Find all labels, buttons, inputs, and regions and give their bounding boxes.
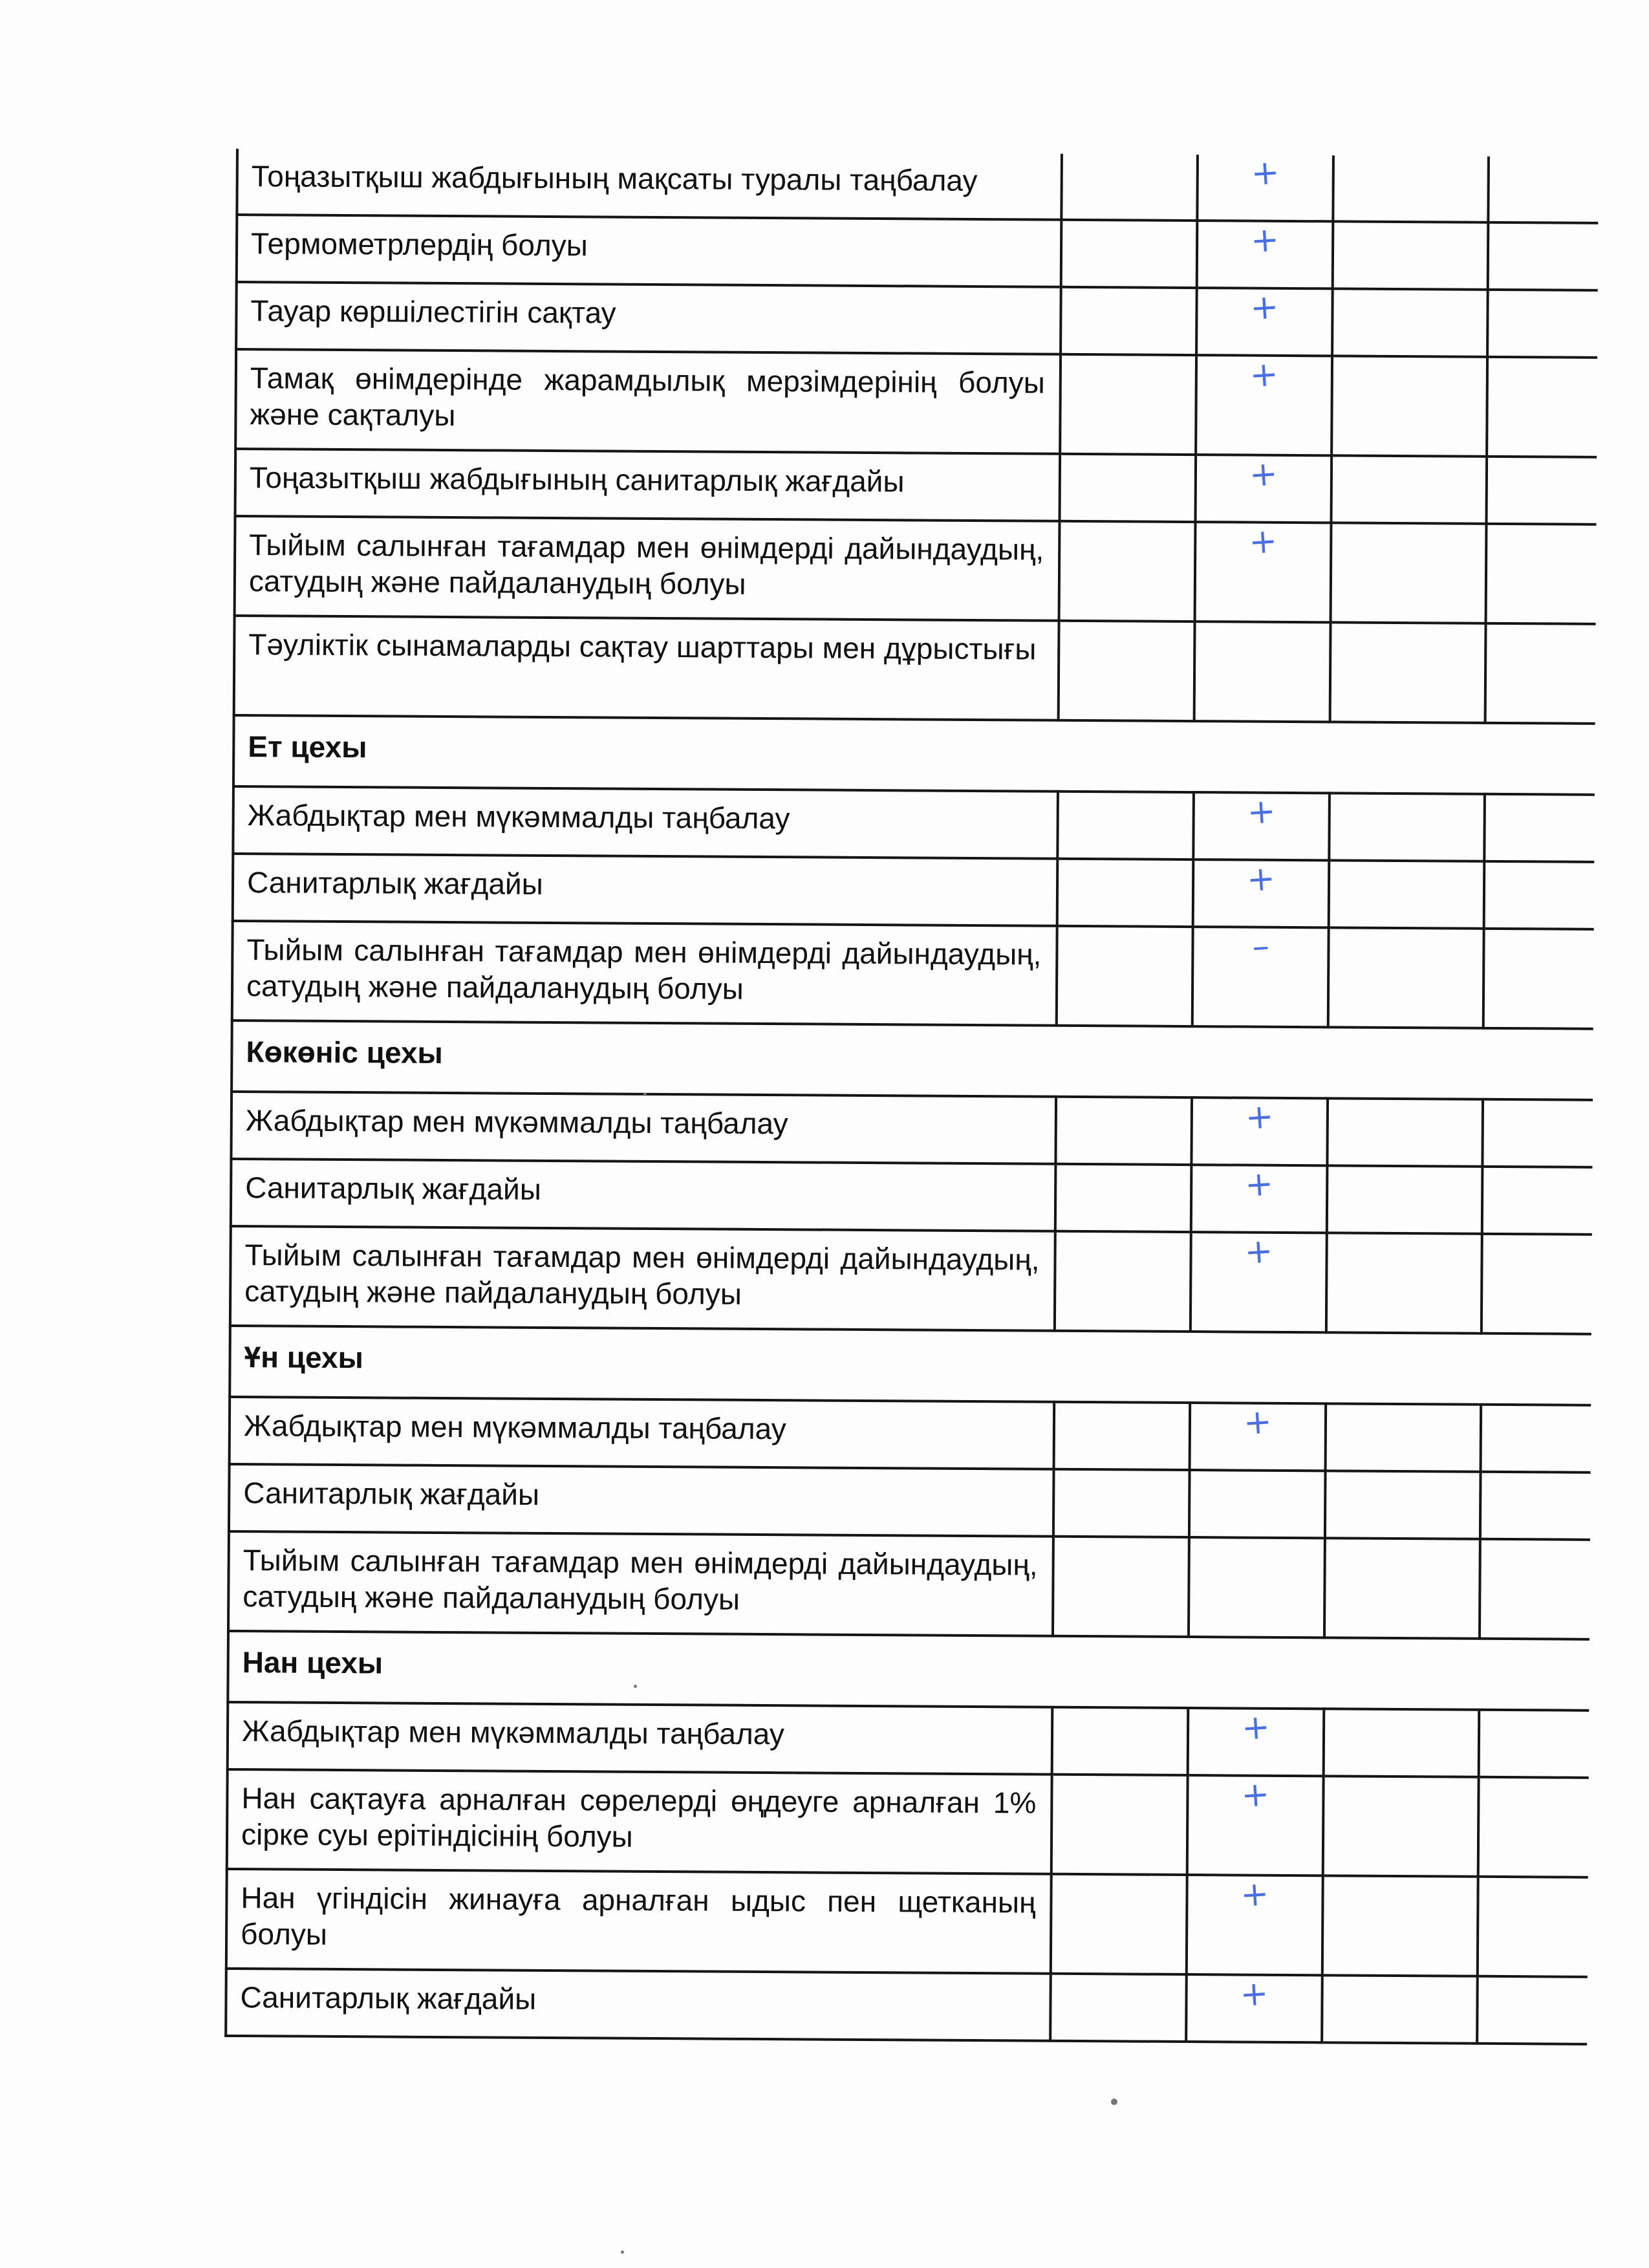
mark-cell-col-4[interactable]	[1482, 1099, 1593, 1167]
handwritten-mark: +	[1247, 521, 1278, 563]
scan-speck	[634, 1685, 637, 1688]
mark-cell-col-2[interactable]	[1187, 1875, 1323, 1975]
checklist-item-text: Санитарлық жағдайы	[229, 1464, 1054, 1537]
mark-cell-col-3[interactable]	[1324, 1709, 1480, 1777]
mark-cell-col-4[interactable]	[1484, 794, 1595, 862]
checklist-row	[235, 449, 1597, 524]
mark-cell-col-4[interactable]	[1482, 1234, 1592, 1334]
mark-cell-col-2[interactable]	[1197, 221, 1333, 288]
mark-cell-col-2[interactable]	[1195, 522, 1331, 622]
mark-cell-col-3[interactable]	[1325, 1471, 1481, 1539]
mark-cell-col-2[interactable]	[1196, 288, 1333, 356]
checklist-item-text: Тоңазытқыш жабдығының санитарлық жағдайы	[235, 449, 1061, 521]
checklist-row	[229, 1464, 1591, 1540]
handwritten-mark: +	[1248, 454, 1279, 495]
checklist-item-text: Тауар көршілестігін сақтау	[236, 282, 1061, 354]
checklist-row	[237, 149, 1599, 223]
mark-cell-col-3[interactable]	[1331, 356, 1487, 456]
checklist-row	[234, 616, 1596, 724]
mark-cell-col-3[interactable]	[1326, 1403, 1482, 1471]
mark-cell-col-4[interactable]	[1486, 524, 1597, 624]
mark-cell-col-4[interactable]	[1482, 1167, 1593, 1235]
mark-cell-col-2[interactable]	[1187, 1775, 1324, 1875]
handwritten-mark: +	[1249, 220, 1280, 261]
inspection-checklist-table	[224, 149, 1599, 2046]
checklist-row	[230, 1226, 1592, 1334]
checklist-row	[228, 1531, 1590, 1639]
checklist-row	[231, 1092, 1593, 1167]
checklist-row	[227, 1769, 1589, 1877]
checklist-item-text: Санитарлық жағдайы	[231, 1159, 1056, 1231]
mark-cell-col-1[interactable]	[1057, 859, 1194, 927]
mark-cell-col-2[interactable]	[1191, 1165, 1328, 1233]
mark-cell-col-1[interactable]	[1060, 454, 1196, 522]
checklist-item-text: Термометрлердің болуы	[237, 215, 1062, 287]
mark-cell-col-4[interactable]	[1479, 1710, 1590, 1778]
checklist-item-text: Тоңазытқыш жабдығының мақсаты туралы таңбалау	[237, 149, 1062, 220]
mark-cell-col-3[interactable]	[1333, 221, 1489, 289]
handwritten-mark: +	[1245, 859, 1277, 900]
mark-cell-col-4[interactable]	[1488, 222, 1599, 290]
mark-cell-col-3[interactable]	[1327, 1165, 1483, 1233]
mark-cell-col-2[interactable]	[1194, 621, 1331, 722]
section-heading-row	[230, 1326, 1591, 1405]
mark-cell-col-1[interactable]	[1052, 1707, 1189, 1775]
handwritten-mark: +	[1243, 1231, 1275, 1273]
checklist-row	[230, 1397, 1591, 1473]
mark-cell-col-4[interactable]	[1487, 290, 1598, 358]
checklist-item-text: Тәуліктік сынамаларды сақтау шарттары мен дұрыстығы	[234, 616, 1059, 720]
mark-cell-col-1[interactable]	[1055, 1164, 1192, 1232]
checklist-item-text: Тыйым салынған тағамдар мен өнімдерді дайындаудың, сатудың және пайдаланудың болуы	[235, 516, 1060, 621]
mark-cell-col-3[interactable]	[1324, 1538, 1480, 1638]
mark-cell-col-4[interactable]	[1480, 1472, 1591, 1540]
mark-cell-col-1[interactable]	[1051, 1775, 1188, 1875]
checklist-item-text: Жабдықтар мен мүкәммалды таңбалау	[233, 786, 1058, 859]
mark-cell-col-1[interactable]	[1059, 521, 1196, 621]
checklist-row	[235, 516, 1597, 624]
checklist-row	[235, 349, 1597, 457]
section-heading: Ұн цехы	[230, 1326, 1591, 1405]
mark-cell-col-4[interactable]	[1483, 929, 1594, 1029]
section-heading-row	[232, 1021, 1593, 1100]
mark-cell-col-1[interactable]	[1060, 354, 1196, 455]
section-heading: Ет цехы	[233, 715, 1595, 795]
handwritten-mark: +	[1244, 1097, 1275, 1138]
mark-cell-col-2[interactable]	[1190, 1403, 1326, 1471]
mark-cell-col-1[interactable]	[1050, 1974, 1187, 2042]
mark-cell-col-3[interactable]	[1322, 1875, 1478, 1976]
checklist-row	[231, 1159, 1593, 1235]
mark-cell-col-4[interactable]	[1480, 1539, 1590, 1639]
mark-cell-col-3[interactable]	[1328, 927, 1484, 1028]
handwritten-mark: +	[1244, 1164, 1275, 1205]
checklist-item-text: Тамақ өнімдерінде жарамдылық мерзімдерінің болуы және сақталуы	[235, 349, 1061, 454]
mark-cell-col-3[interactable]	[1327, 1098, 1483, 1166]
mark-cell-col-2[interactable]	[1196, 355, 1332, 455]
handwritten-mark: +	[1240, 1707, 1271, 1749]
checklist-row	[233, 786, 1595, 862]
scan-speck	[1111, 2099, 1117, 2105]
mark-cell-col-2[interactable]	[1192, 927, 1329, 1027]
checklist-row	[228, 1702, 1590, 1778]
handwritten-mark: +	[1242, 1402, 1273, 1443]
checklist-row	[237, 215, 1599, 290]
mark-cell-col-1[interactable]	[1051, 1874, 1187, 1974]
mark-cell-col-4[interactable]	[1477, 1976, 1588, 2044]
mark-cell-col-2[interactable]	[1186, 1974, 1322, 2042]
handwritten-mark: +	[1239, 1874, 1271, 1916]
mark-cell-col-2[interactable]	[1189, 1537, 1325, 1637]
mark-cell-col-2[interactable]	[1188, 1708, 1324, 1776]
mark-cell-col-1[interactable]	[1053, 1537, 1189, 1637]
checklist-item-text: Жабдықтар мен мүкәммалды таңбалау	[231, 1092, 1056, 1164]
checklist-item-text: Нан сақтауға арналған сөрелерді өңдеуге арналған 1% сірке суы ерітіндісінің болуы	[227, 1769, 1052, 1874]
mark-cell-col-3[interactable]	[1323, 1776, 1479, 1876]
checklist-body	[226, 149, 1599, 2044]
mark-cell-col-3[interactable]	[1322, 1975, 1478, 2043]
mark-cell-col-2[interactable]	[1197, 155, 1333, 221]
handwritten-mark: +	[1249, 354, 1280, 396]
scan-speck	[643, 1093, 647, 1096]
checklist-item-text: Жабдықтар мен мүкәммалды таңбалау	[230, 1397, 1055, 1469]
handwritten-mark: +	[1240, 1775, 1271, 1816]
mark-cell-col-1[interactable]	[1055, 1097, 1192, 1165]
checklist-row	[233, 854, 1595, 929]
checklist-item-text: Санитарлық жағдайы	[226, 1969, 1051, 2041]
mark-cell-col-2[interactable]	[1193, 792, 1330, 860]
mark-cell-col-4[interactable]	[1488, 157, 1599, 223]
scan-speck	[621, 2251, 624, 2254]
checklist-row	[236, 282, 1598, 358]
mark-cell-col-1[interactable]	[1054, 1402, 1191, 1470]
handwritten-mark: +	[1249, 287, 1280, 329]
mark-cell-col-3[interactable]	[1331, 523, 1487, 623]
mark-cell-col-3[interactable]	[1329, 793, 1485, 861]
mark-cell-col-1[interactable]	[1059, 621, 1195, 721]
checklist-item-text: Санитарлық жағдайы	[233, 854, 1058, 926]
checklist-item-text: Жабдықтар мен мүкәммалды таңбалау	[228, 1702, 1053, 1775]
checklist-item-text: Нан үгіндісін жинауға арналған ыдыс пен щетканың болуы	[226, 1869, 1051, 1974]
mark-cell-col-3[interactable]	[1333, 155, 1489, 222]
mark-cell-col-1[interactable]	[1057, 792, 1194, 859]
mark-cell-col-4[interactable]	[1484, 861, 1595, 929]
handwritten-mark: +	[1250, 153, 1281, 194]
mark-cell-col-4[interactable]	[1486, 457, 1597, 524]
mark-cell-col-2[interactable]	[1191, 1232, 1327, 1332]
mark-cell-col-1[interactable]	[1061, 154, 1198, 221]
mark-cell-col-1[interactable]	[1061, 287, 1197, 355]
handwritten-mark: –	[1251, 926, 1271, 967]
mark-cell-col-1[interactable]	[1057, 926, 1193, 1026]
mark-cell-col-3[interactable]	[1332, 288, 1488, 356]
mark-cell-col-3[interactable]	[1326, 1233, 1482, 1333]
mark-cell-col-1[interactable]	[1053, 1469, 1190, 1537]
checklist-row	[226, 1869, 1588, 1977]
handwritten-mark: +	[1246, 792, 1277, 833]
section-heading-row	[233, 715, 1595, 795]
section-heading-row	[228, 1631, 1590, 1711]
checklist-item-text: Тыйым салынған тағамдар мен өнімдерді дайындаудың, сатудың және пайдаланудың болуы	[232, 921, 1057, 1026]
checklist-item-text: Тыйым салынған тағамдар мен өнімдерді дайындаудың, сатудың және пайдаланудың болуы	[230, 1226, 1055, 1331]
mark-cell-col-2[interactable]	[1196, 455, 1332, 523]
mark-cell-col-2[interactable]	[1189, 1470, 1326, 1538]
mark-cell-col-4[interactable]	[1487, 357, 1597, 457]
checklist-row	[232, 921, 1594, 1029]
mark-cell-col-3[interactable]	[1330, 622, 1486, 722]
handwritten-mark: +	[1238, 1974, 1270, 2014]
mark-cell-col-2[interactable]	[1191, 1097, 1328, 1165]
mark-cell-col-1[interactable]	[1055, 1231, 1191, 1332]
mark-cell-col-4[interactable]	[1485, 623, 1596, 724]
mark-cell-col-4[interactable]	[1481, 1405, 1591, 1473]
mark-cell-col-4[interactable]	[1478, 1877, 1588, 1977]
section-heading: Көкөніс цехы	[232, 1021, 1593, 1100]
mark-cell-col-3[interactable]	[1329, 860, 1485, 928]
mark-cell-col-1[interactable]	[1061, 220, 1198, 288]
section-heading: Нан цехы	[228, 1631, 1590, 1711]
checklist-row	[226, 1969, 1588, 2044]
mark-cell-col-3[interactable]	[1331, 455, 1487, 523]
mark-cell-col-2[interactable]	[1193, 859, 1330, 927]
checklist-item-text: Тыйым салынған тағамдар мен өнімдерді дайындаудың, сатудың және пайдаланудың болуы	[228, 1531, 1053, 1636]
mark-cell-col-4[interactable]	[1478, 1777, 1589, 1877]
